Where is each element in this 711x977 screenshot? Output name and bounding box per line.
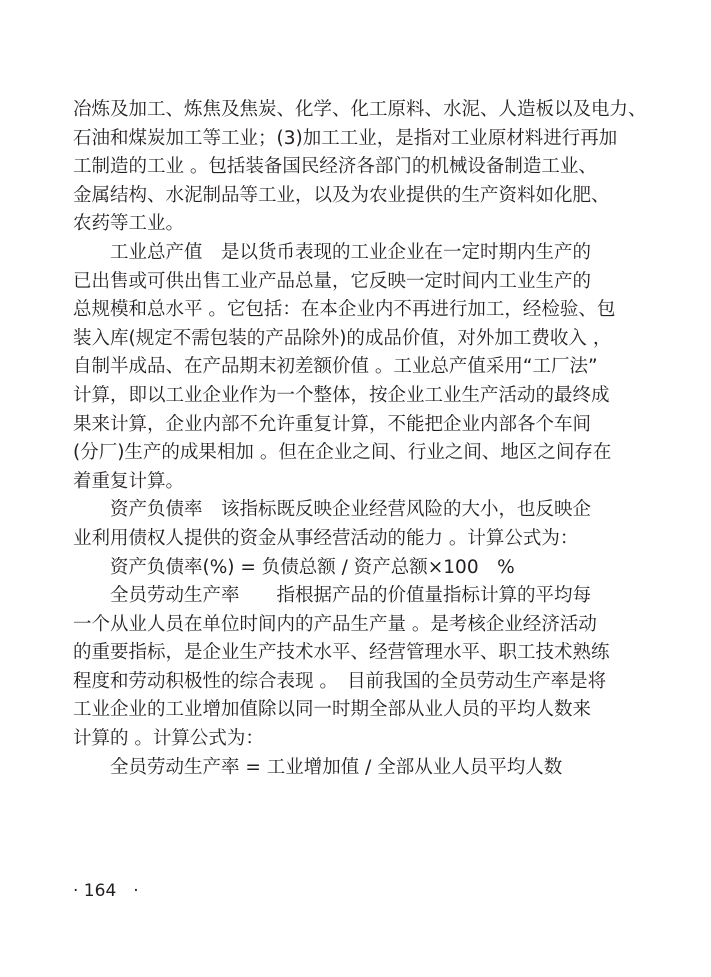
- text-line: 计算，即以工业企业作为一个整体，按企业工业生产活动的最终成: [73, 384, 610, 406]
- text-line: 一个从业人员在单位时间内的产品生产量 。是考核企业经济活动: [73, 613, 597, 635]
- term-heading-line: 资产负债率 该指标既反映企业经营风险的大小，也反映企: [110, 499, 592, 521]
- text-line: 程度和劳动积极性的综合表现 。 目前我国的全员劳动生产率是将: [73, 670, 607, 692]
- text-line: 果来计算，企业内部不允许重复计算，不能把企业内部各个车间: [73, 413, 592, 435]
- term-heading-line: 全员劳动生产率 指根据产品的价值量指标计算的平均每: [110, 585, 592, 607]
- text-line: 计算的 。计算公式为：: [73, 728, 264, 750]
- text-line: 农药等工业。: [73, 213, 185, 235]
- text-line: 自制半成品、在产品期末初差额价值 。工业总产值采用“工厂法”: [73, 356, 598, 378]
- text-line: 工业企业的工业增加值除以同一时期全部从业人员的平均人数来: [73, 699, 592, 721]
- text-line: 金属结构、水泥制品等工业，以及为农业提供的生产资料如化肥、: [73, 184, 610, 206]
- term-heading-line: 工业总产值 是以货币表现的工业企业在一定时期内生产的: [110, 241, 592, 263]
- text-line: 业利用债权人提供的资金从事经营活动的能力 。计算公式为：: [73, 527, 579, 549]
- page-number: · 164 ·: [73, 881, 139, 901]
- text-line: 总规模和总水平 。它包括：在本企业内不再进行加工，经检验、包: [73, 299, 616, 321]
- text-line: (分厂)生产的成果相加 。但在企业之间、行业之间、地区之间存在: [73, 442, 612, 464]
- formula-line: 全员劳动生产率 = 工业增加值 / 全部从业人员平均人数: [110, 756, 563, 778]
- text-line: 已出售或可供出售工业产品总量，它反映一定时间内工业生产的: [73, 270, 592, 292]
- text-line: 着重复计算。: [73, 470, 185, 492]
- text-line: 的重要指标，是企业生产技术水平、经营管理水平、职工技术熟练: [73, 642, 610, 664]
- text-line: 冶炼及加工、炼焦及焦炭、化学、化工原料、水泥、人造板以及电力、: [73, 99, 647, 120]
- text-line: 工制造的工业 。包括装备国民经济各部门的机械设备制造工业、: [73, 156, 597, 178]
- page-body: [73, 96, 647, 782]
- text-line: 石油和煤炭加工等工业；(3)加工工业，是指对工业原材料进行再加: [73, 127, 618, 149]
- text-line: 装入库(规定不需包装的产品除外)的成品价值，对外加工费收入 ，: [73, 327, 612, 349]
- formula-line: 资产负债率(%) = 负债总额 / 资产总额×100 %: [110, 556, 515, 578]
